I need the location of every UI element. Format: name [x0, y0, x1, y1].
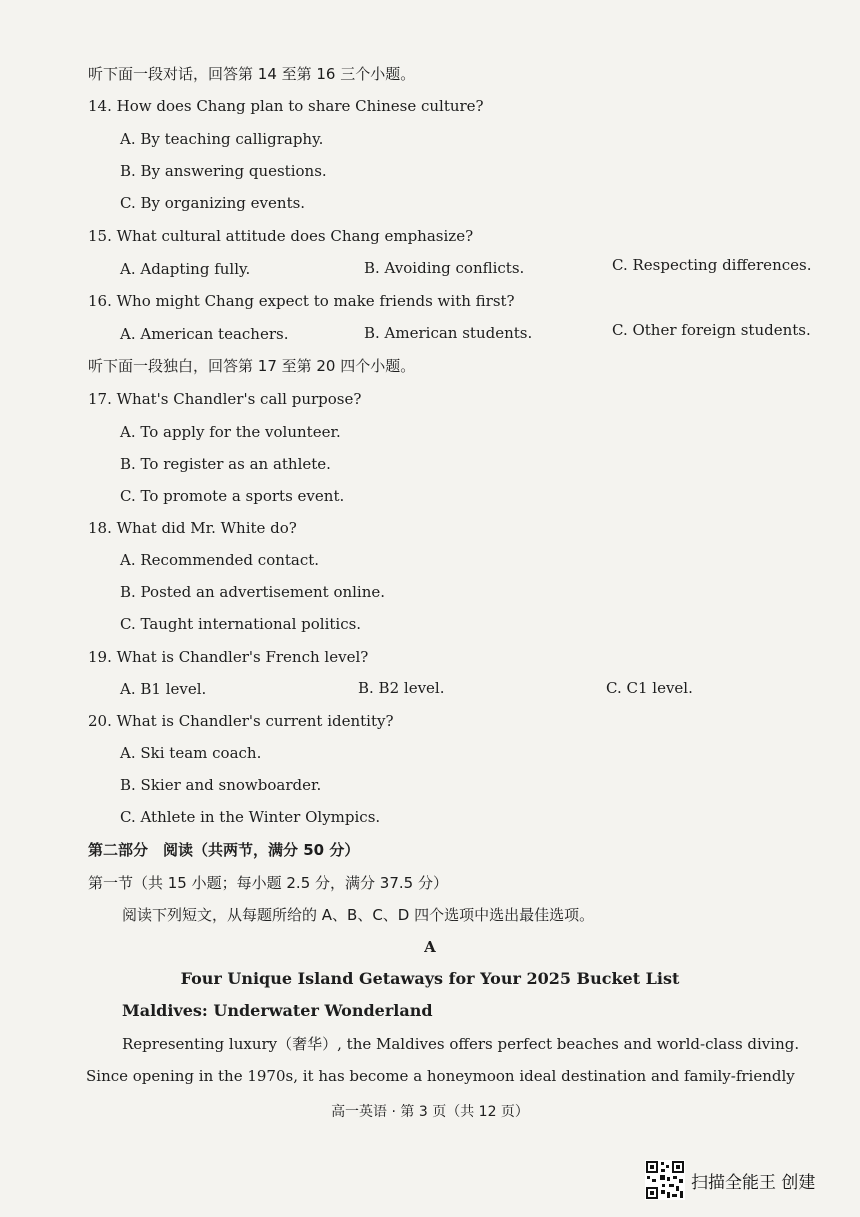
q19-option-b: B. B2 level. [358, 679, 445, 697]
q14-option-c: C. By organizing events. [120, 194, 306, 212]
question-15: 15. What cultural attitude does Chang emphasize? [88, 227, 474, 245]
q17-option-b: B. To register as an athlete. [120, 455, 331, 473]
question-17: 17. What's Chandler's call purpose? [88, 390, 362, 408]
q20-option-c: C. Athlete in the Winter Olympics. [120, 808, 381, 826]
passage-subheading: Maldives: Underwater Wonderland [122, 1001, 433, 1020]
intro-17-20: 听下面一段独白，回答第 17 至第 20 四个小题。 [88, 357, 416, 375]
q20-option-b: B. Skier and snowboarder. [120, 776, 322, 794]
q16-option-a: A. American teachers. [120, 325, 289, 343]
scanner-watermark [645, 1160, 815, 1200]
question-14: 14. How does Chang plan to share Chinese culture? [88, 97, 484, 115]
question-19: 19. What is Chandler's French level? [88, 648, 369, 666]
watermark-text: 扫描全能王 创建 [691, 1172, 816, 1193]
question-16: 16. Who might Chang expect to make friends with first? [88, 292, 515, 310]
q18-option-c: C. Taught international politics. [120, 615, 362, 633]
q17-option-a: A. To apply for the volunteer. [120, 423, 341, 441]
q19-option-c: C. C1 level. [606, 679, 693, 697]
passage-letter: A [424, 938, 436, 956]
q15-option-c: C. Respecting differences. [612, 256, 812, 274]
q19-option-a: A. B1 level. [120, 680, 207, 698]
section-heading: 第一节（共 15 小题；每小题 2.5 分，满分 37.5 分） [88, 874, 448, 892]
intro-14-16: 听下面一段对话，回答第 14 至第 16 三个小题。 [88, 65, 416, 83]
q18-option-a: A. Recommended contact. [120, 551, 320, 569]
q15-option-a: A. Adapting fully. [120, 260, 251, 278]
q17-option-c: C. To promote a sports event. [120, 487, 345, 505]
q18-option-b: B. Posted an advertisement online. [120, 583, 386, 601]
qr-code-icon [645, 1160, 685, 1200]
paragraph-line-2: Since opening in the 1970s, it has become a honeymoon ideal destination and family-friendly [86, 1067, 795, 1085]
passage-title: Four Unique Island Getaways for Your 2025 Bucket List [180, 969, 680, 988]
q16-option-c: C. Other foreign students. [612, 321, 811, 339]
instruction: 阅读下列短文，从每题所给的 A、B、C、D 四个选项中选出最佳选项。 [122, 906, 595, 924]
q14-option-b: B. By answering questions. [120, 162, 327, 180]
part2-heading: 第二部分 阅读（共两节，满分 50 分） [88, 841, 360, 859]
q15-option-b: B. Avoiding conflicts. [364, 259, 525, 277]
q14-option-a: A. By teaching calligraphy. [120, 130, 324, 148]
question-20: 20. What is Chandler's current identity? [88, 712, 394, 730]
page-footer: 高一英语 · 第 3 页（共 12 页） [331, 1104, 529, 1120]
q16-option-b: B. American students. [364, 324, 533, 342]
question-18: 18. What did Mr. White do? [88, 519, 297, 537]
q20-option-a: A. Ski team coach. [120, 744, 262, 762]
paragraph-line-1: Representing luxury（奢华）, the Maldives offers perfect beaches and world-class diving. [122, 1035, 800, 1053]
